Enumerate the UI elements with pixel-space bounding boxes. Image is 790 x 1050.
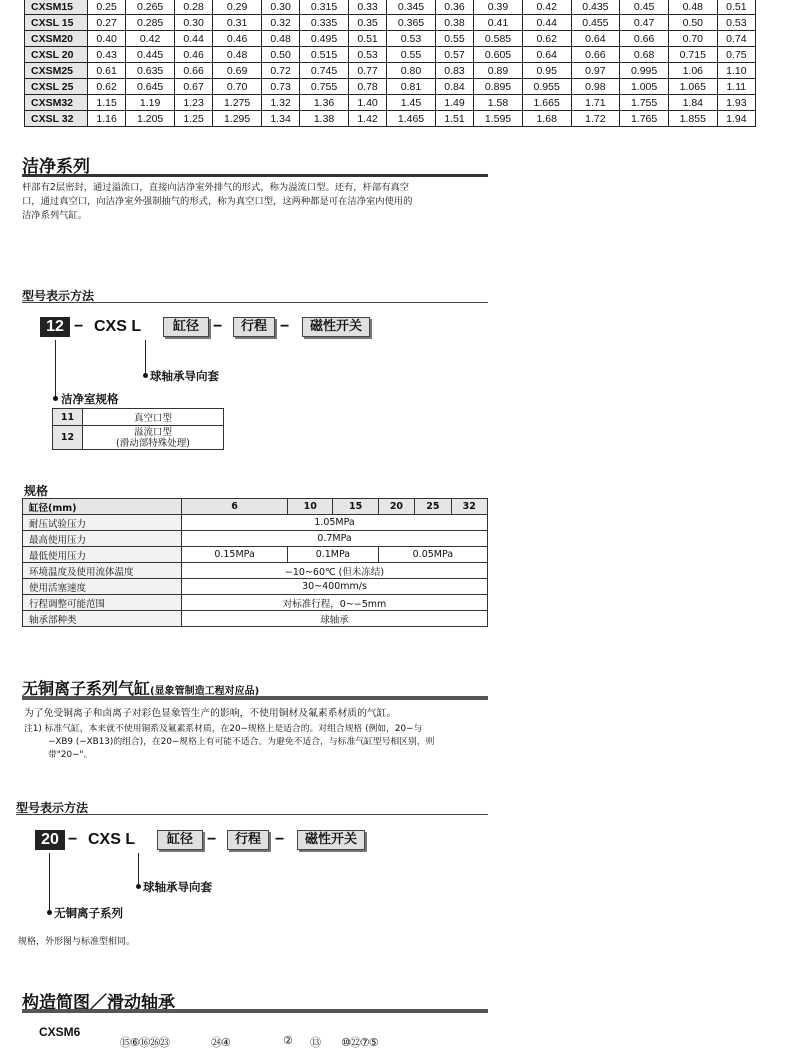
- table-row: [25, 79, 756, 95]
- leader-dot: [47, 910, 52, 915]
- weight-cell: 1.40: [348, 95, 386, 111]
- leader-dot: [136, 884, 141, 889]
- weight-cell: 0.285: [126, 15, 175, 31]
- switch-box: 磁性开关: [297, 830, 365, 850]
- copper-free-title: 无铜离子系列气缸: [22, 679, 151, 698]
- weight-cell: 0.51: [717, 0, 755, 15]
- leader-line: [138, 853, 139, 887]
- weight-cell: 0.95: [522, 63, 571, 79]
- weight-cell: 0.70: [213, 79, 262, 95]
- part-callout: ⑮⑥⑯㉖㉓: [120, 1036, 169, 1049]
- model-cell: CXSL 20: [25, 47, 88, 63]
- weight-cell: 0.70: [668, 31, 717, 47]
- weight-cell: 0.89: [474, 63, 523, 79]
- construction-model: CXSM6: [39, 1025, 81, 1039]
- weight-cell: 0.66: [571, 47, 620, 63]
- code-dash: −: [213, 318, 223, 335]
- weight-cell: 0.83: [435, 63, 473, 79]
- weight-cell: 0.48: [261, 31, 299, 47]
- model-designation-title: 型号表示方法: [22, 289, 95, 303]
- weight-cell: 1.68: [522, 111, 571, 127]
- stroke-box: 行程: [227, 830, 269, 850]
- code-prefix-box: 12: [40, 317, 70, 337]
- weight-cell: 0.46: [213, 31, 262, 47]
- weight-cell: 1.595: [474, 111, 523, 127]
- table-row: [25, 0, 756, 15]
- weight-cell: 0.40: [88, 31, 126, 47]
- weight-cell: 0.755: [300, 79, 349, 95]
- copper-free-description: 为了免受铜离子和卤离子对彩色显象管生产的影响，不使用铜材及氟素系材质的气缸。: [24, 708, 397, 719]
- weight-cell: 0.47: [620, 15, 669, 31]
- title-underline: [22, 174, 488, 177]
- weight-cell: 0.97: [571, 63, 620, 79]
- specs-title: 规格: [24, 484, 49, 498]
- model-designation-title: 型号表示方法: [16, 801, 89, 815]
- weight-cell: 0.73: [261, 79, 299, 95]
- code-dash: −: [207, 831, 217, 848]
- weight-cell: 0.29: [213, 0, 262, 15]
- divider: [16, 814, 488, 815]
- weight-cell: 1.005: [620, 79, 669, 95]
- switch-box: 磁性开关: [302, 317, 370, 337]
- copper-free-title-note: (显象管制造工程对应品): [150, 686, 260, 697]
- clean-spec-table: 11 真空口型 12 溢流口型 (滑动部特殊处理): [52, 408, 224, 450]
- weight-cell: 1.23: [174, 95, 212, 111]
- code-series: CXS L: [88, 831, 136, 848]
- leader-line: [145, 340, 146, 376]
- weight-cell: 0.715: [668, 47, 717, 63]
- table-row: [25, 63, 756, 79]
- construction-title: 构造简图／滑动轴承: [22, 993, 175, 1013]
- bore-box: 缸径: [163, 317, 209, 337]
- weight-cell: 0.75: [717, 47, 755, 63]
- clean-series-description: 杆部有2层密封，通过溢流口，直接向洁净室外排气的形式，称为溢流口型。还有，杆部有真空 口，通过真空口，向洁净室外强制抽气的形式，称为真空口型，这两种都是可在洁净室内使用的 洁净系列气缸。: [22, 182, 413, 221]
- weight-cell: 0.98: [571, 79, 620, 95]
- weight-cell: 0.345: [387, 0, 436, 15]
- weight-cell: 1.15: [88, 95, 126, 111]
- weight-cell: 0.435: [571, 0, 620, 15]
- weight-cell: 0.32: [261, 15, 299, 31]
- weight-cell: 0.315: [300, 0, 349, 15]
- weight-cell: 1.34: [261, 111, 299, 127]
- title-underline: [22, 1009, 488, 1013]
- weight-cell: 0.41: [474, 15, 523, 31]
- weight-cell: 0.55: [387, 47, 436, 63]
- weight-cell: 1.84: [668, 95, 717, 111]
- weight-cell: 0.62: [522, 31, 571, 47]
- copper-free-footer: 规格，外形图与标准型相同。: [18, 937, 136, 947]
- table-row: [25, 31, 756, 47]
- weight-cell: 1.11: [717, 79, 755, 95]
- weight-cell: 0.44: [174, 31, 212, 47]
- weight-cell: 0.53: [348, 47, 386, 63]
- weight-cell: 0.46: [174, 47, 212, 63]
- weight-cell: 1.49: [435, 95, 473, 111]
- weight-cell: 0.30: [174, 15, 212, 31]
- copper-free-note: 注1) 标准气缸，本来就不使用铜系及氟素系材质，在20−规格上是适合的。对组合规格 (例如，20−与 −XB9 (−XB13)的组合)，在20−规格上有可能不适合。为避免不适合，与标准气缸型号相区别，则 带"20−"。: [24, 724, 435, 760]
- code-dash: −: [280, 318, 290, 335]
- weight-cell: 0.78: [348, 79, 386, 95]
- model-cell: CXSM20: [25, 31, 88, 47]
- weight-cell: 1.755: [620, 95, 669, 111]
- weight-cell: 0.62: [88, 79, 126, 95]
- weight-cell: 1.38: [300, 111, 349, 127]
- leader-dot: [143, 373, 148, 378]
- weight-cell: 1.51: [435, 111, 473, 127]
- leader-line: [55, 340, 56, 400]
- weight-cell: 0.66: [620, 31, 669, 47]
- weight-cell: 0.31: [213, 15, 262, 31]
- weight-cell: 0.955: [522, 79, 571, 95]
- weight-cell: 0.61: [88, 63, 126, 79]
- weight-cell: 1.205: [126, 111, 175, 127]
- weight-cell: 0.335: [300, 15, 349, 31]
- weight-cell: 0.80: [387, 63, 436, 79]
- weight-cell: 0.84: [435, 79, 473, 95]
- weight-cell: 0.42: [522, 0, 571, 15]
- code-prefix-box: 20: [35, 830, 65, 850]
- weight-cell: 1.36: [300, 95, 349, 111]
- weight-cell: 0.68: [620, 47, 669, 63]
- weight-cell: 0.74: [717, 31, 755, 47]
- leader-dot: [53, 396, 58, 401]
- leader-line: [49, 853, 50, 913]
- weight-cell: 1.10: [717, 63, 755, 79]
- title-underline: [22, 696, 488, 700]
- weight-cell: 0.515: [300, 47, 349, 63]
- weight-cell: 0.43: [88, 47, 126, 63]
- model-cell: CXSM15: [25, 0, 88, 15]
- weight-cell: 0.51: [348, 31, 386, 47]
- weight-cell: 0.445: [126, 47, 175, 63]
- weight-cell: 0.42: [126, 31, 175, 47]
- weight-cell: 1.93: [717, 95, 755, 111]
- bearing-label: 球轴承导向套: [143, 880, 212, 894]
- weight-cell: 0.30: [261, 0, 299, 15]
- stroke-box: 行程: [233, 317, 275, 337]
- weight-cell: 0.635: [126, 63, 175, 79]
- weight-cell: 0.33: [348, 0, 386, 15]
- weight-cell: 0.605: [474, 47, 523, 63]
- divider: [22, 302, 488, 303]
- part-callout: ⑩㉒⑦⑤: [341, 1036, 378, 1049]
- weight-cell: 1.065: [668, 79, 717, 95]
- weight-cell: 1.58: [474, 95, 523, 111]
- weight-cell: 1.16: [88, 111, 126, 127]
- weight-cell: 0.55: [435, 31, 473, 47]
- table-row: [25, 111, 756, 127]
- clean-series-title: 洁净系列: [22, 157, 90, 177]
- model-cell: CXSL 15: [25, 15, 88, 31]
- bore-box: 缸径: [157, 830, 203, 850]
- weight-cell: 0.28: [174, 0, 212, 15]
- weight-table: [24, 0, 756, 127]
- weight-cell: 1.275: [213, 95, 262, 111]
- model-cell: CXSM32: [25, 95, 88, 111]
- weight-cell: 1.06: [668, 63, 717, 79]
- part-callout: ⑬: [310, 1036, 320, 1049]
- model-cell: CXSL 32: [25, 111, 88, 127]
- weight-cell: 0.48: [668, 0, 717, 15]
- weight-cell: 0.495: [300, 31, 349, 47]
- bearing-label: 球轴承导向套: [150, 369, 219, 383]
- part-callout: ㉔④: [211, 1036, 230, 1049]
- table-row: [25, 15, 756, 31]
- weight-cell: 1.19: [126, 95, 175, 111]
- weight-cell: 0.25: [88, 0, 126, 15]
- weight-cell: 1.765: [620, 111, 669, 127]
- code-dash: −: [68, 831, 78, 848]
- weight-cell: 1.25: [174, 111, 212, 127]
- code-dash: −: [74, 318, 84, 335]
- weight-cell: 0.265: [126, 0, 175, 15]
- weight-cell: 1.72: [571, 111, 620, 127]
- table-row: [25, 95, 756, 111]
- weight-cell: 0.745: [300, 63, 349, 79]
- weight-cell: 0.44: [522, 15, 571, 31]
- weight-cell: 1.45: [387, 95, 436, 111]
- weight-cell: 0.27: [88, 15, 126, 31]
- weight-cell: 0.64: [522, 47, 571, 63]
- weight-cell: 1.855: [668, 111, 717, 127]
- weight-cell: 0.35: [348, 15, 386, 31]
- copper-free-series-label: 无铜离子系列: [54, 906, 123, 920]
- weight-cell: 0.69: [213, 63, 262, 79]
- weight-cell: 0.995: [620, 63, 669, 79]
- weight-cell: 0.50: [668, 15, 717, 31]
- table-row: [25, 47, 756, 63]
- weight-cell: 0.645: [126, 79, 175, 95]
- part-callout: ②: [283, 1034, 292, 1047]
- model-cell: CXSM25: [25, 63, 88, 79]
- weight-cell: 0.38: [435, 15, 473, 31]
- weight-cell: 0.48: [213, 47, 262, 63]
- weight-cell: 0.365: [387, 15, 436, 31]
- weight-cell: 0.53: [717, 15, 755, 31]
- weight-cell: 1.32: [261, 95, 299, 111]
- weight-cell: 0.72: [261, 63, 299, 79]
- code-dash: −: [275, 831, 285, 848]
- weight-cell: 0.64: [571, 31, 620, 47]
- model-cell: CXSL 25: [25, 79, 88, 95]
- code-series: CXS L: [94, 318, 142, 335]
- weight-cell: 0.50: [261, 47, 299, 63]
- weight-cell: 0.53: [387, 31, 436, 47]
- weight-cell: 0.45: [620, 0, 669, 15]
- weight-cell: 0.455: [571, 15, 620, 31]
- weight-cell: 1.665: [522, 95, 571, 111]
- clean-spec-label: 洁净室规格: [61, 392, 119, 406]
- weight-cell: 0.57: [435, 47, 473, 63]
- weight-cell: 1.465: [387, 111, 436, 127]
- weight-cell: 1.42: [348, 111, 386, 127]
- specs-table: 缸径(mm) 6 10 15 20 25 32 耐压试验压力 1.05MPa 最高使用压力 0.7MPa 最低使用压力 0.15MPa 0.1MPa 0.05MPa 环境温度及使用流体温度 −10~60℃ (但未冻结) 使用活塞速度 30~400mm/s 行程调整可能范围 对标准行程，0~−5mm 轴承部种类 球轴承: [22, 498, 488, 627]
- weight-cell: 1.71: [571, 95, 620, 111]
- weight-cell: 0.585: [474, 31, 523, 47]
- weight-cell: 0.66: [174, 63, 212, 79]
- weight-cell: 0.77: [348, 63, 386, 79]
- weight-cell: 1.295: [213, 111, 262, 127]
- weight-cell: 0.81: [387, 79, 436, 95]
- weight-cell: 0.67: [174, 79, 212, 95]
- weight-cell: 0.895: [474, 79, 523, 95]
- weight-cell: 1.94: [717, 111, 755, 127]
- weight-cell: 0.36: [435, 0, 473, 15]
- weight-cell: 0.39: [474, 0, 523, 15]
